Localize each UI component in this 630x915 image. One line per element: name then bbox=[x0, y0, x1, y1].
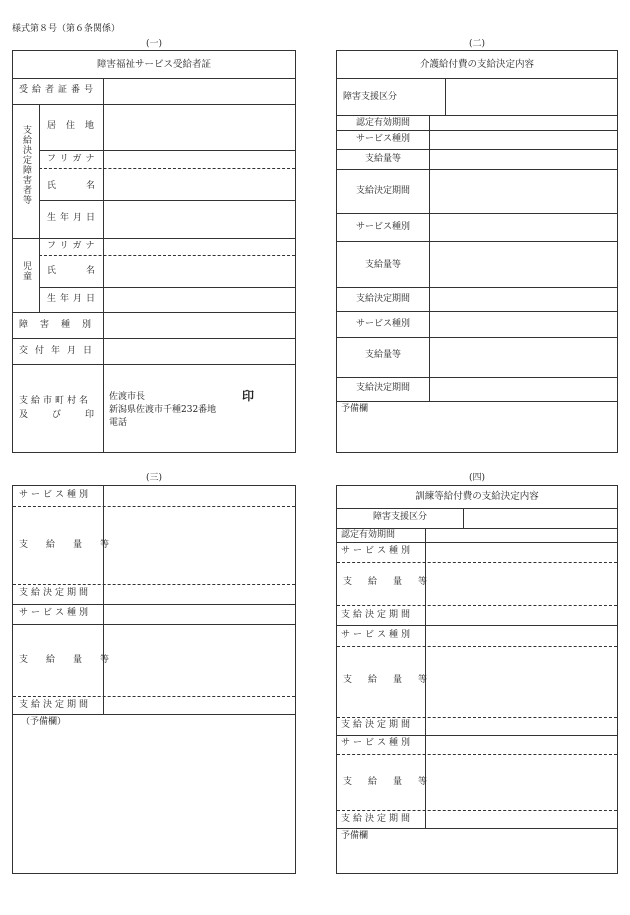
child-name-label: 氏名 bbox=[47, 266, 126, 276]
panel3-number: (三) bbox=[145, 473, 163, 483]
seal-mark: 印 bbox=[242, 389, 255, 403]
decision-recipient-group-label: 支給決定障害者等 bbox=[21, 125, 31, 205]
recipient-number-label: 受給者証番号 bbox=[19, 85, 98, 95]
amount-label-3: 支給量等 bbox=[343, 777, 444, 787]
municipality-address: 新潟県佐渡市千種232番地 bbox=[109, 405, 217, 415]
decision-period-label-2: 支給決定期間 bbox=[341, 720, 414, 730]
panel4-title: 訓練等給付費の支給決定内容 bbox=[415, 491, 539, 502]
panel3-supplementary bbox=[12, 485, 296, 874]
amount-label-2: 支給量等 bbox=[364, 260, 401, 270]
panel2-number: (二) bbox=[468, 39, 486, 49]
panel1-number: (一) bbox=[145, 39, 163, 49]
disability-type-label: 障害種別 bbox=[19, 320, 104, 330]
child-birthdate-label: 生年月日 bbox=[47, 294, 100, 304]
panel1-recipient-certificate bbox=[12, 50, 296, 453]
panel2-care-benefit-decision bbox=[336, 50, 618, 453]
decision-period-label-3: 支給決定期間 bbox=[341, 814, 414, 824]
name-label: 氏名 bbox=[47, 181, 126, 191]
remarks-label: 予備欄 bbox=[341, 404, 369, 414]
issue-date-label: 交付年月日 bbox=[19, 346, 100, 356]
panel1-title: 障害福祉サービス受給者証 bbox=[96, 59, 211, 70]
service-type-label-1: サービス種別 bbox=[355, 134, 410, 144]
panel4-training-benefit-decision bbox=[336, 485, 618, 874]
decision-period-label-3: 支給決定期間 bbox=[355, 383, 410, 393]
decision-period-label-2: 支給決定期間 bbox=[19, 700, 92, 710]
birthdate-label: 生年月日 bbox=[47, 213, 100, 223]
decision-period-label-1: 支給決定期間 bbox=[341, 610, 414, 620]
form-header: 様式第８号（第６条関係） bbox=[12, 24, 121, 34]
mayor-name: 佐渡市長 bbox=[109, 392, 146, 402]
panel4-number: (四) bbox=[468, 473, 486, 483]
service-type-label-2: サービス種別 bbox=[19, 608, 92, 618]
decision-period-label-2: 支給決定期間 bbox=[355, 294, 410, 304]
service-type-label-2: サービス種別 bbox=[341, 630, 414, 640]
address-label: 居住地 bbox=[47, 121, 105, 131]
remarks-label: （予備欄） bbox=[21, 717, 67, 727]
furigana-label: フリガナ bbox=[47, 154, 99, 164]
support-category-label: 障害支援区分 bbox=[372, 512, 427, 522]
decision-period-label-1: 支給決定期間 bbox=[19, 588, 92, 598]
child-furigana-label: フリガナ bbox=[47, 241, 99, 251]
service-type-label-1: サービス種別 bbox=[341, 546, 414, 556]
service-type-label-3: サービス種別 bbox=[355, 319, 410, 329]
phone-label: 電話 bbox=[109, 418, 128, 428]
municipality-label-line2: 及び印 bbox=[19, 410, 119, 420]
amount-label-1: 支給量等 bbox=[343, 577, 444, 587]
service-type-label-3: サービス種別 bbox=[341, 738, 414, 748]
amount-label-2: 支給量等 bbox=[343, 675, 444, 685]
amount-label-1: 支給量等 bbox=[19, 540, 128, 550]
service-type-label-2: サービス種別 bbox=[355, 222, 410, 232]
amount-label-2: 支給量等 bbox=[19, 655, 128, 665]
remarks-label: 予備欄 bbox=[341, 831, 369, 841]
decision-period-label-1: 支給決定期間 bbox=[355, 186, 410, 196]
municipality-label-line1: 支給市町村名 bbox=[19, 396, 92, 406]
service-type-label-1: サービス種別 bbox=[19, 490, 92, 500]
support-category-label: 障害支援区分 bbox=[343, 92, 398, 102]
panel2-title: 介護給付費の支給決定内容 bbox=[419, 59, 534, 70]
cert-period-label: 認定有効期間 bbox=[355, 118, 410, 128]
amount-label-1: 支給量等 bbox=[364, 154, 401, 164]
amount-label-3: 支給量等 bbox=[364, 350, 401, 360]
cert-period-label: 認定有効期間 bbox=[341, 530, 396, 540]
child-group-label: 児童 bbox=[21, 261, 31, 281]
